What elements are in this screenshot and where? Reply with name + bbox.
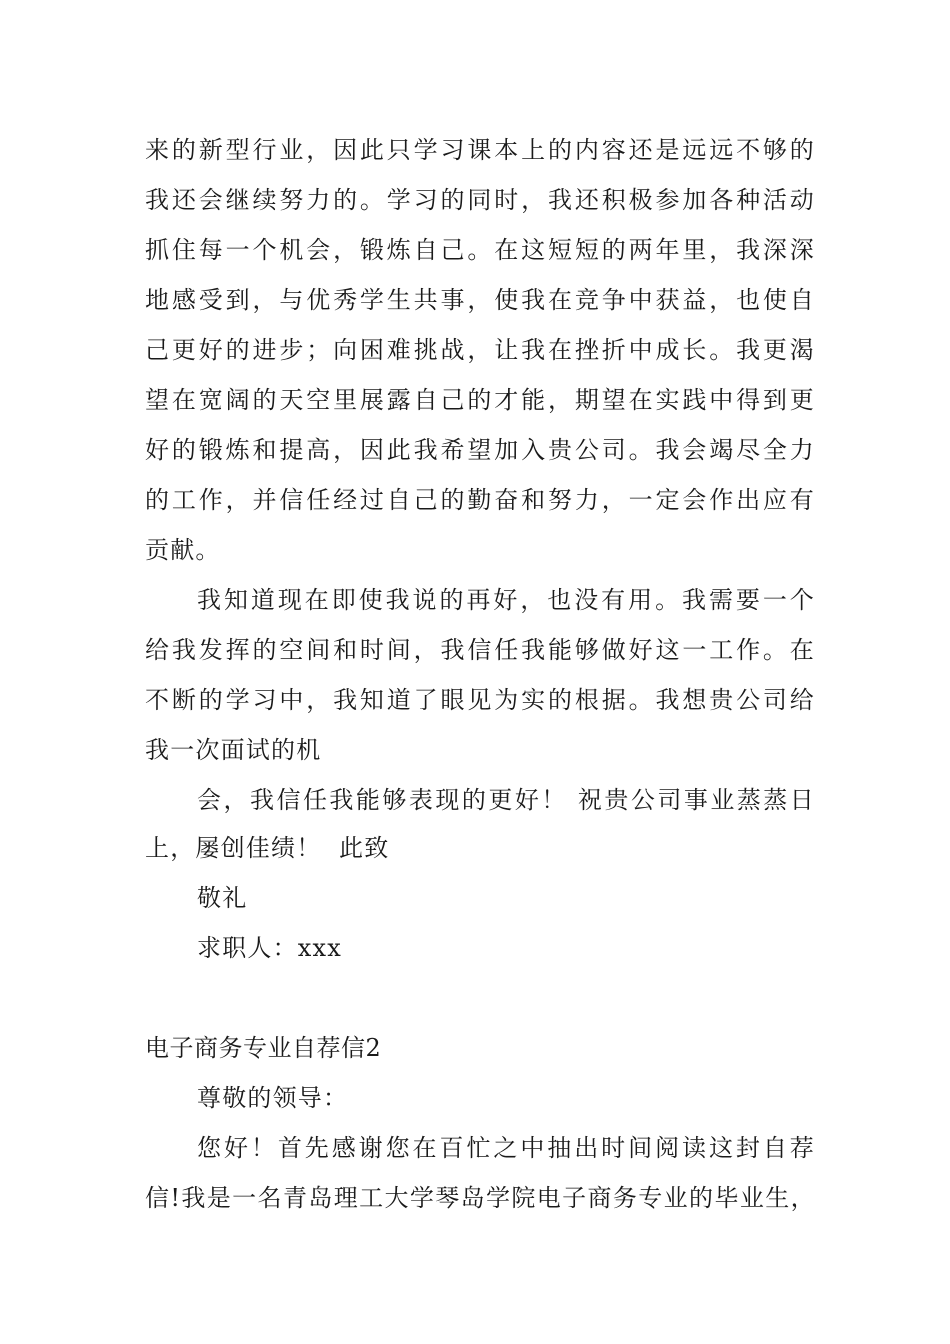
paragraph-4-line-2: 信!我是一名青岛理工大学琴岛学院电子商务专业的毕业生，	[145, 1184, 815, 1212]
paragraph-2-line-4: 我一次面试的机	[145, 736, 322, 764]
paragraph-1-line-1: 来的新型行业，因此只学习课本上的内容还是远远不够的	[145, 136, 815, 164]
paragraph-1-line-8: 的工作，并信任经过自己的勤奋和努力，一定会作出应有	[145, 486, 815, 514]
salutation-text: 尊敬的领导：	[197, 1084, 349, 1112]
paragraph-1-line-3: 抓住每一个机会，锻炼自己。在这短短的两年里，我深深	[145, 236, 815, 264]
closing-text: 敬礼	[197, 884, 248, 912]
paragraph-2-line-3: 不断的学习中，我知道了眼见为实的根据。我想贵公司给	[145, 686, 815, 714]
paragraph-1-line-5: 己更好的进步；向困难挑战，让我在挫折中成长。我更渴	[145, 336, 815, 364]
paragraph-2-line-2: 给我发挥的空间和时间，我信任我能够做好这一工作。在	[145, 636, 815, 664]
paragraph-4-line-1: 您好！首先感谢您在百忙之中抽出时间阅读这封自荐	[197, 1134, 815, 1162]
signature-text: 求职人：xxx	[197, 934, 343, 962]
paragraph-2-line-1: 我知道现在即使我说的再好，也没有用。我需要一个	[197, 586, 815, 614]
paragraph-1-line-6: 望在宽阔的天空里展露自己的才能，期望在实践中得到更	[145, 386, 815, 414]
section-title: 电子商务专业自荐信2	[145, 1034, 382, 1062]
paragraph-3-line-1: 会，我信任我能够表现的更好！ 祝贵公司事业蒸蒸日	[197, 786, 815, 814]
paragraph-1-line-4: 地感受到，与优秀学生共事，使我在竞争中获益，也使自	[145, 286, 815, 314]
paragraph-3-line-2: 上，屡创佳绩！ 此致	[145, 834, 390, 862]
paragraph-1-line-9: 贡献。	[145, 536, 221, 564]
paragraph-1-line-2: 我还会继续努力的。学习的同时，我还积极参加各种活动	[145, 186, 815, 214]
paragraph-1-line-7: 好的锻炼和提高，因此我希望加入贵公司。我会竭尽全力	[145, 436, 815, 464]
